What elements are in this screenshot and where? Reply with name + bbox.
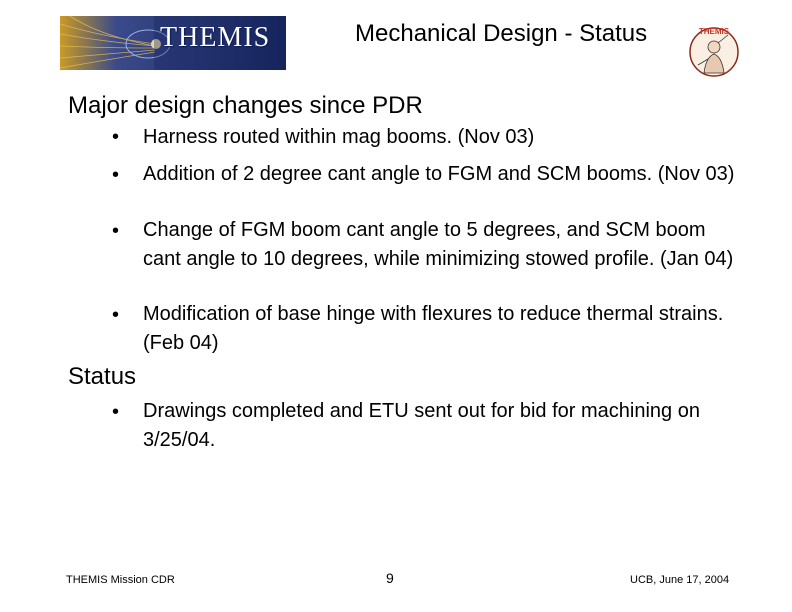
section-heading-status: Status — [68, 363, 137, 390]
footer-left-text: THEMIS Mission CDR — [66, 574, 175, 586]
footer-right-text: UCB, June 17, 2004 — [630, 574, 730, 586]
slide-title: Mechanical Design - Status — [355, 20, 648, 47]
logo-text: THEMIS — [160, 22, 271, 53]
themis-seal-logo — [688, 23, 740, 78]
bullet-item-cant-angle: Addition of 2 degree cant angle to FGM and SCM booms. (Nov 03) — [143, 163, 735, 185]
bullet-item-boom-cant-change: Change of FGM boom cant angle to 5 degrees, and SCM boom cant angle to 10 degrees, while minimizing stowed profile. (Jan 04) — [143, 219, 734, 270]
seal-graphic — [688, 23, 740, 78]
bullet-item-harness: Harness routed within mag booms. (Nov 03) — [143, 126, 535, 148]
bullet-marker: • — [112, 304, 120, 326]
page-number: 9 — [386, 570, 394, 586]
themis-logo — [60, 16, 286, 70]
bullet-marker: • — [112, 126, 120, 148]
bullet-marker: • — [112, 401, 120, 423]
bullet-marker: • — [112, 164, 120, 186]
section-heading-design-changes: Major design changes since PDR — [68, 92, 423, 119]
bullet-marker: • — [112, 220, 120, 242]
bullet-item-base-hinge: Modification of base hinge with flexures to reduce thermal strains. (Feb 04) — [143, 303, 724, 354]
bullet-item-drawings: Drawings completed and ETU sent out for bid for machining on 3/25/04. — [143, 400, 700, 451]
seal-text: THEMIS — [698, 27, 730, 36]
